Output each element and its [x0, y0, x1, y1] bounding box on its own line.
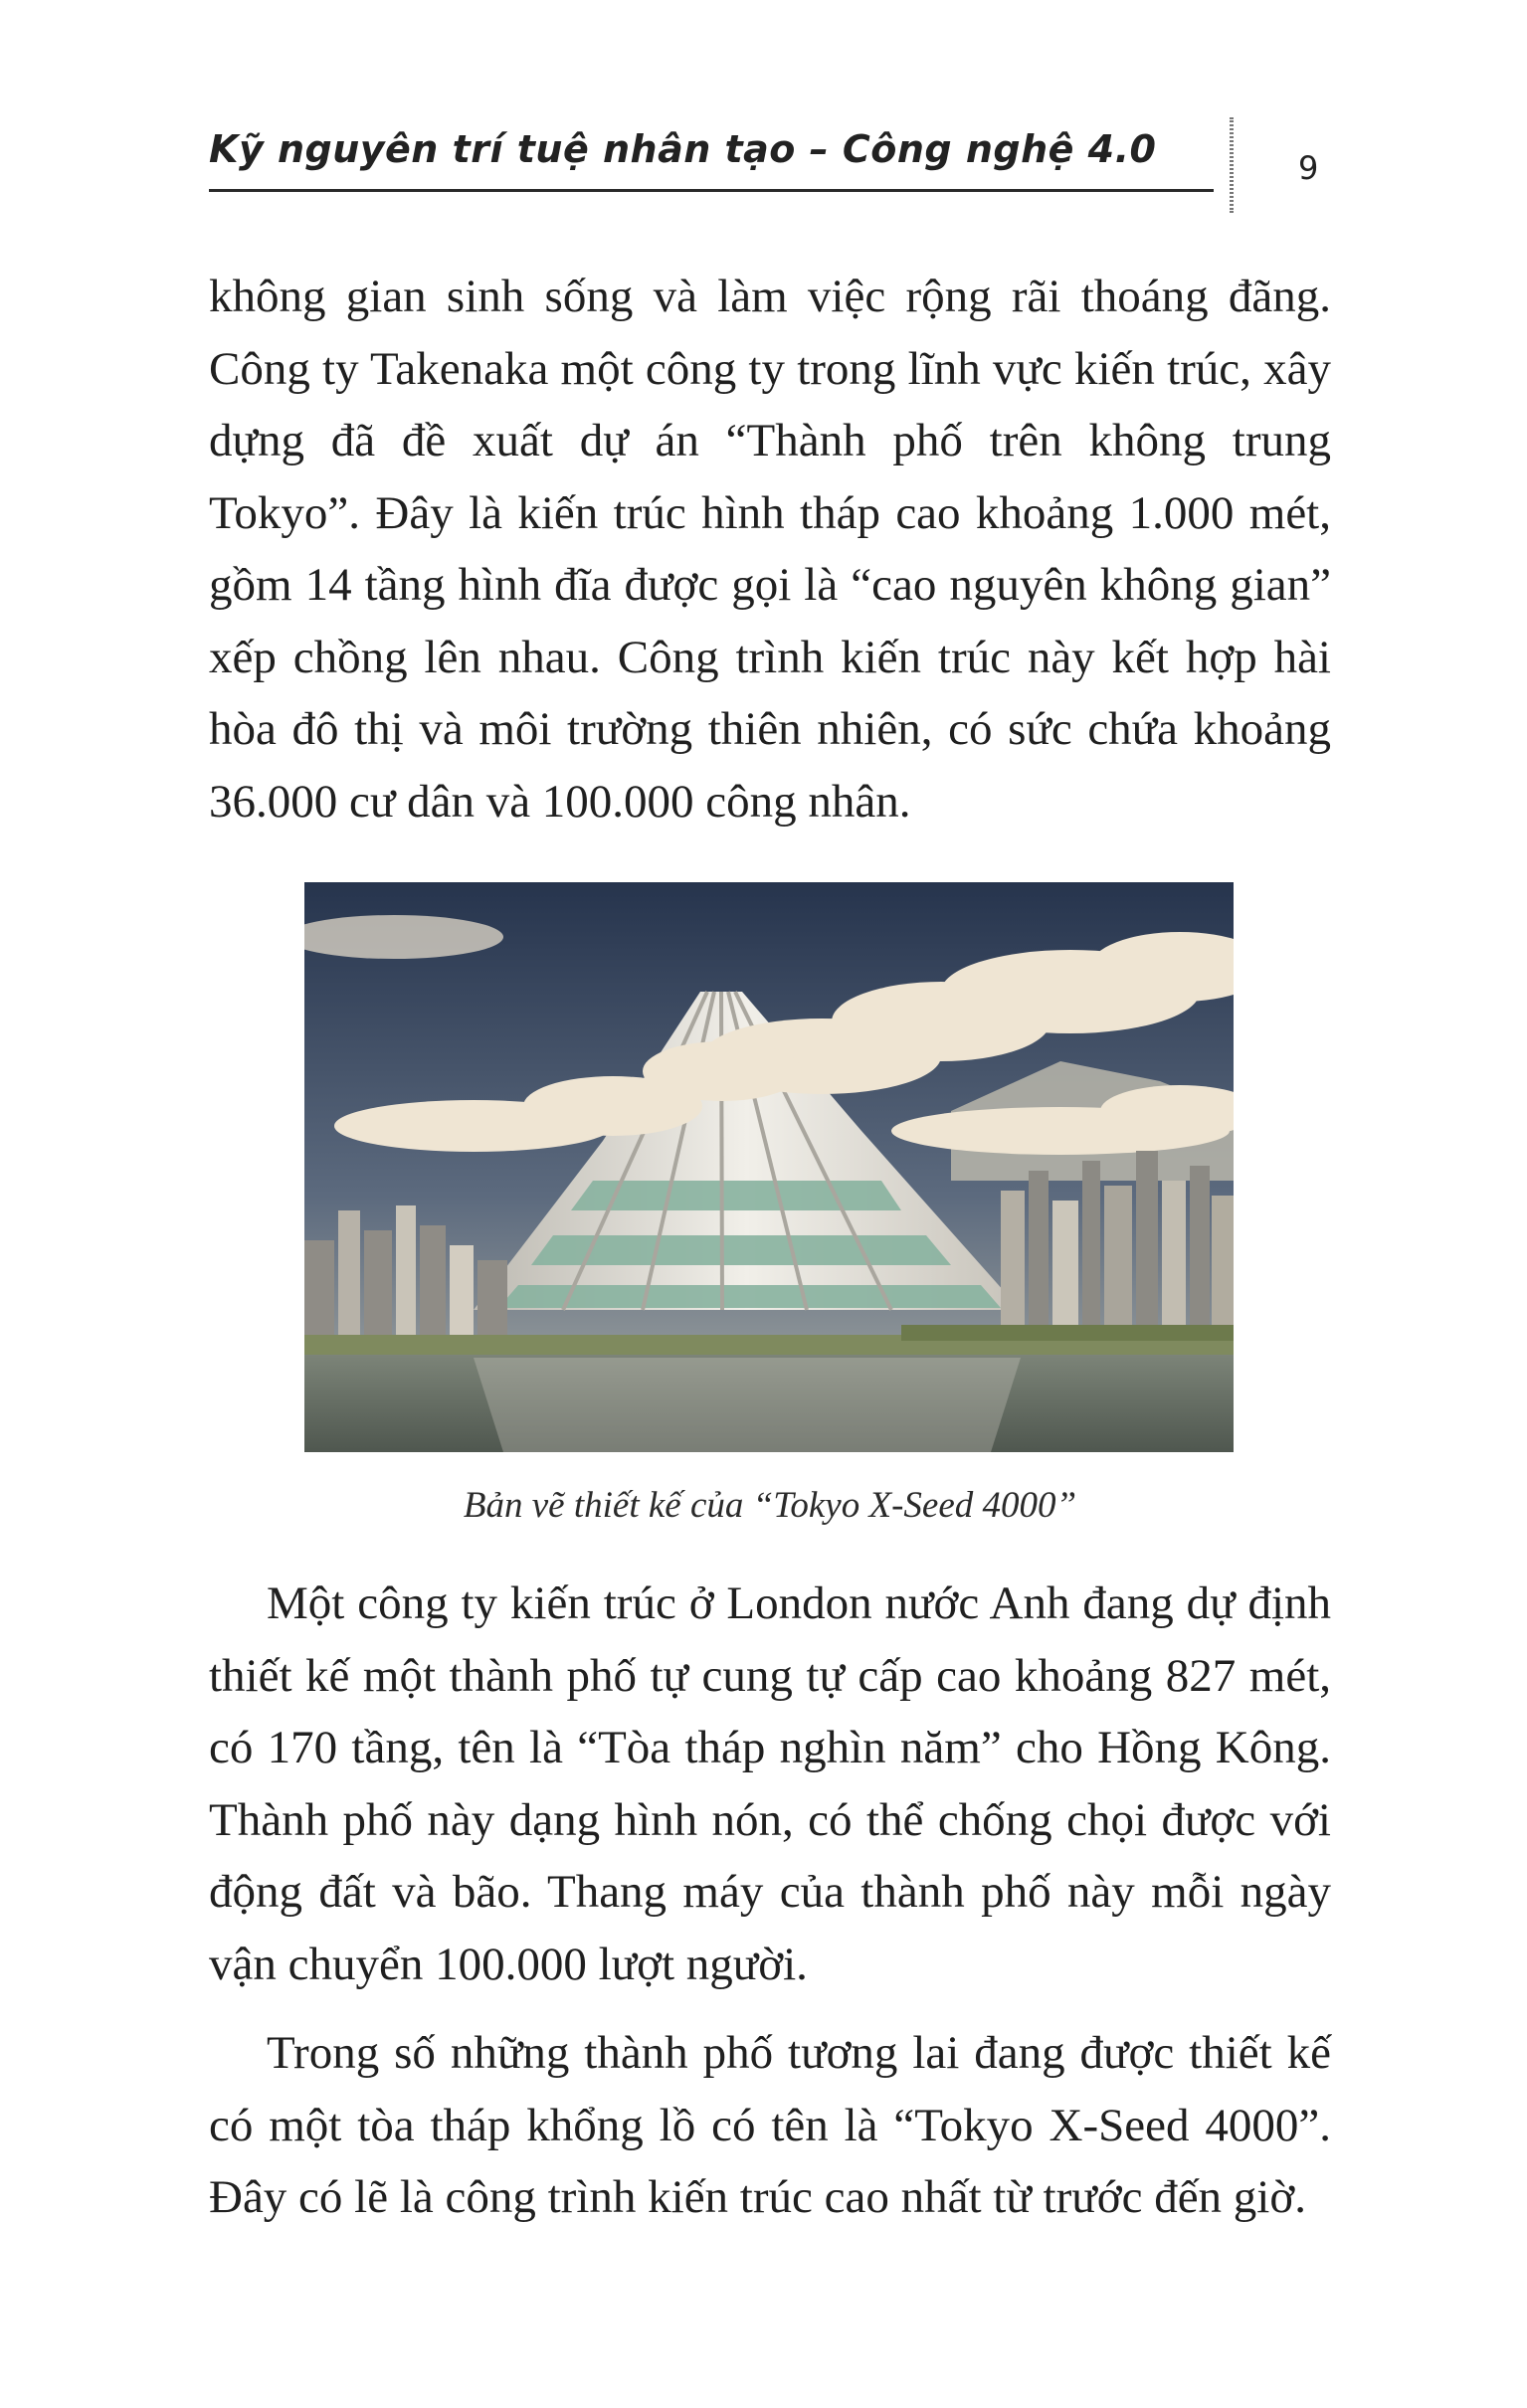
running-header [209, 127, 1214, 195]
header-divider [1230, 117, 1234, 213]
body-paragraph-1: không gian sinh sống và làm việc rộng rãi thoáng đãng. Công ty Takenaka một công ty trong lĩnh vực kiến trúc, xây dựng đã đề xuất dự án “Thành phố trên không trung Tokyo”. Đây là kiến trúc hình tháp cao khoảng 1.000 mét, gồm 14 tầng hình đĩa được gọi là “cao nguyên không gian” xếp chồng lên nhau. Công trình kiến trúc này kết hợp hài hòa đô thị và môi trường thiên nhiên, có sức chứa khoảng 36.000 cư dân và 100.000 công nhân. [209, 271, 1331, 828]
page-number: 9 [1298, 149, 1319, 187]
figure-caption: Bản vẽ thiết kế của “Tokyo X-Seed 4000” [463, 1485, 1077, 1526]
running-title: Kỹ nguyên trí tuệ nhân tạo – Công nghệ 4.0 [209, 127, 1157, 171]
header-rule [209, 189, 1214, 192]
body-paragraph-2: Một công ty kiến trúc ở London nước Anh đang dự định thiết kế một thành phố tự cung tự cấp cao khoảng 827 mét, có 170 tầng, tên là “Tòa tháp nghìn năm” cho Hồng Kông. Thành phố này dạng hình nón, có thể chống chọi được với động đất và bão. Thang máy của thành phố này mỗi ngày vận chuyển 100.000 lượt người. [209, 1577, 1331, 1990]
body-paragraph-3: Trong số những thành phố tương lai đang được thiết kế có một tòa tháp khổng lồ có tên là “Tokyo X-Seed 4000”. Đây có lẽ là công trình kiến trúc cao nhất từ trước đến giờ. [209, 2027, 1331, 2223]
tokyo-x-seed-illustration [304, 882, 1234, 1452]
